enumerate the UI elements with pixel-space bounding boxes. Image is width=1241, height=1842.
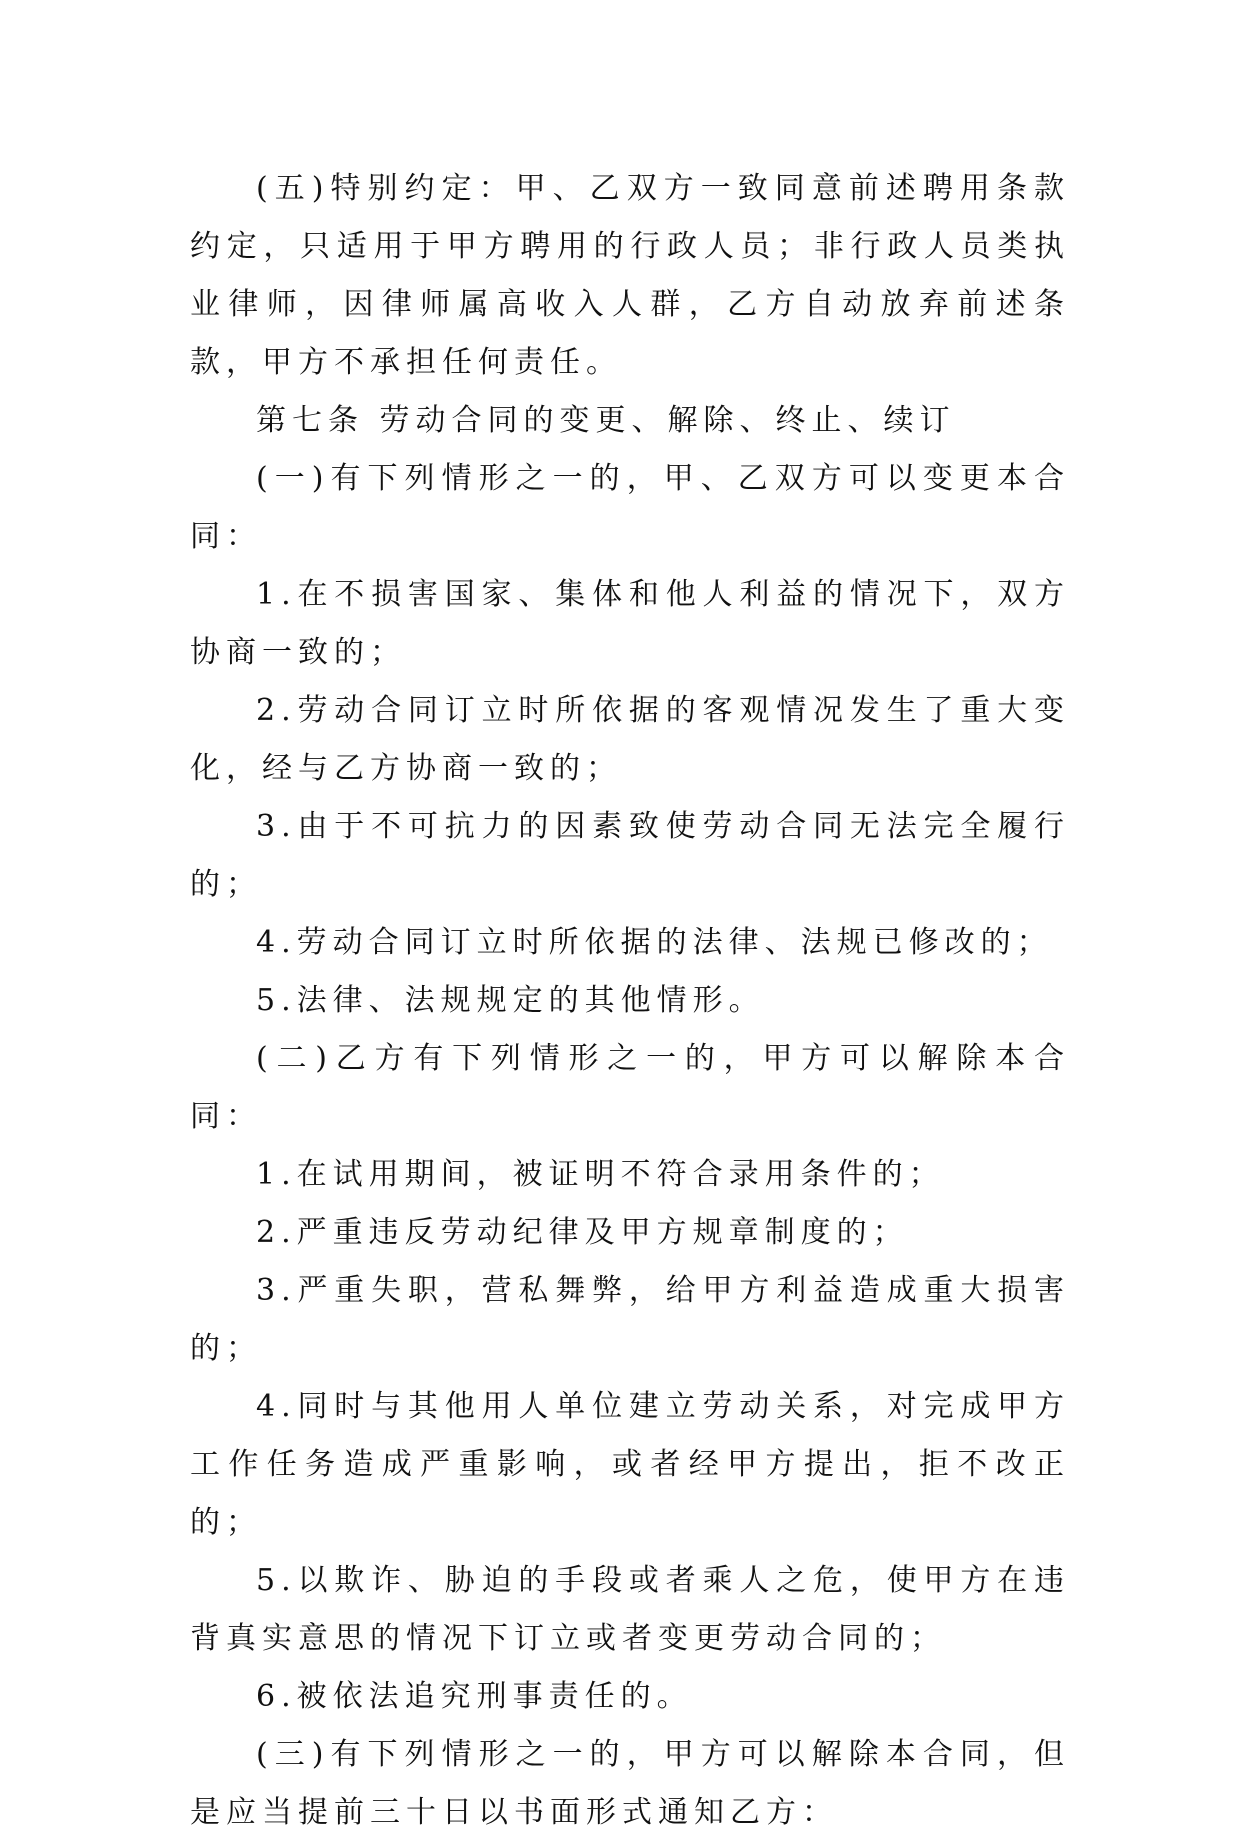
clause-two-item-4: 4.同时与其他用人单位建立劳动关系，对完成甲方工作任务造成严重影响，或者经甲方提出，拒不改正的；	[190, 1389, 1070, 1540]
clause-one-item-4: 4.劳动合同订立时所依据的法律、法规已修改的；	[256, 925, 1053, 960]
document-body	[190, 160, 1070, 1842]
clause-one-item-1: 1.在不损害国家、集体和他人利益的情况下，双方协商一致的；	[190, 577, 1070, 670]
clause-two-item-5: 5.以欺诈、胁迫的手段或者乘人之危，使甲方在违背真实意思的情况下订立或者变更劳动合同的；	[190, 1563, 1070, 1656]
clause-two-heading: (二)乙方有下列情形之一的，甲方可以解除本合同：	[190, 1041, 1070, 1134]
clause-two-item-3: 3.严重失职，营私舞弊，给甲方利益造成重大损害的；	[190, 1273, 1070, 1366]
clause-three-heading: (三)有下列情形之一的，甲方可以解除本合同，但是应当提前三十日以书面形式通知乙方：	[190, 1737, 1070, 1830]
article-seven-heading: 第七条 劳动合同的变更、解除、终止、续订	[256, 403, 956, 438]
clause-two-item-1: 1.在试用期间，被证明不符合录用条件的；	[256, 1157, 945, 1192]
clause-one-item-5: 5.法律、法规规定的其他情形。	[256, 983, 765, 1018]
clause-one-heading: (一)有下列情形之一的，甲、乙双方可以变更本合同：	[190, 461, 1070, 554]
clause-two-item-6: 6.被依法追究刑事责任的。	[256, 1679, 693, 1714]
clause-one-item-3: 3.由于不可抗力的因素致使劳动合同无法完全履行的；	[190, 809, 1070, 902]
clause-one-item-2: 2.劳动合同订立时所依据的客观情况发生了重大变化，经与乙方协商一致的；	[190, 693, 1070, 786]
paragraph-special-agreement: (五)特别约定：甲、乙双方一致同意前述聘用条款约定，只适用于甲方聘用的行政人员；非行政人员类执业律师，因律师属高收入人群，乙方自动放弃前述条款，甲方不承担任何责任。	[190, 171, 1070, 380]
clause-two-item-2: 2.严重违反劳动纪律及甲方规章制度的；	[256, 1215, 909, 1250]
